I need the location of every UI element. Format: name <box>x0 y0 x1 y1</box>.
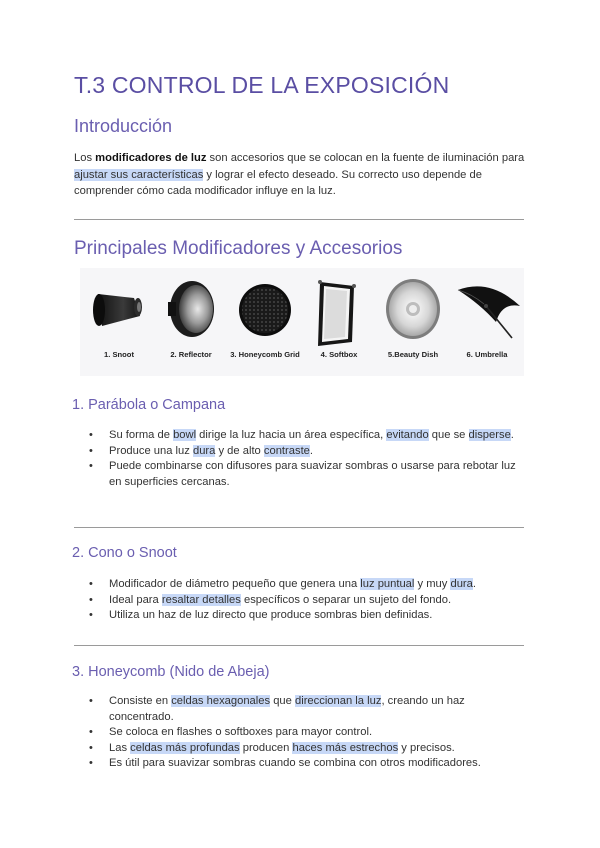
highlight: celdas hexagonales <box>171 695 271 707</box>
document-title: T.3 CONTROL DE LA EXPOSICIÓN <box>74 72 450 98</box>
highlight: celdas más profundas <box>130 741 240 754</box>
snoot-image <box>82 276 156 346</box>
modifiers-figure <box>80 268 524 376</box>
caption-softbox: 4. Softbox <box>320 350 358 359</box>
reflector-image <box>154 276 228 346</box>
beauty-dish-image <box>376 276 450 346</box>
list-item: • Utiliza un haz de luz directo que produce sombras bien definidas. <box>86 608 531 624</box>
umbrella-image <box>450 276 524 346</box>
highlight: evitando <box>386 429 429 441</box>
list-item: • Puede combinarse con difusores para suavizar sombras o usarse para rebotar luz en superficies cercanas. <box>86 459 531 490</box>
softbox-image <box>302 276 376 346</box>
section-1-heading: 1. Parábola o Campana <box>72 397 226 413</box>
intro-bold-term: modificadores de luz <box>95 152 207 164</box>
highlight: disperse <box>468 429 511 441</box>
text: Su forma de <box>109 429 174 441</box>
intro-highlight: ajustar sus características <box>74 168 204 181</box>
text: . <box>309 444 314 457</box>
reflector-item <box>154 268 228 376</box>
caption-honeycomb: 3. Honeycomb Grid <box>230 350 300 359</box>
caption-reflector: 2. Reflector <box>170 350 212 359</box>
softbox-item <box>302 268 376 376</box>
highlight: haces más estrechos <box>292 741 399 754</box>
caption-beauty-dish: 5.Beauty Dish <box>387 350 439 359</box>
intro-text-2: son accesorios que se colocan en la fuente de iluminación para <box>206 152 525 164</box>
divider <box>74 527 524 528</box>
section-1-list <box>86 428 531 490</box>
text: dirige la luz hacia un área específica, <box>196 429 387 441</box>
caption-snoot: 1. Snoot <box>104 350 134 359</box>
divider <box>74 219 524 220</box>
list-item <box>86 577 531 593</box>
list-item: • Se coloca en flashes o softboxes para mayor control. <box>86 725 531 741</box>
highlight: contraste <box>263 444 310 457</box>
text: y de alto <box>215 444 264 457</box>
honeycomb-item <box>228 268 302 376</box>
beauty-dish-item <box>376 268 450 376</box>
text: producen <box>239 741 293 754</box>
intro-paragraph <box>74 150 534 200</box>
text: Modificador de diámetro pequeño que genera una <box>109 578 361 590</box>
text: que se <box>428 429 469 441</box>
section-3-list <box>86 694 531 772</box>
highlight: resaltar detalles <box>161 593 241 606</box>
list-item: • Es útil para suavizar sombras cuando se combina con otros modificadores. <box>86 756 531 772</box>
section-2-list <box>86 577 531 624</box>
text: Las <box>109 741 131 754</box>
honeycomb-grid-image <box>228 276 302 346</box>
umbrella-item <box>450 268 524 376</box>
list-item <box>86 428 531 444</box>
snoot-item <box>82 268 156 376</box>
list-item <box>86 444 531 460</box>
intro-heading: Introducción <box>74 116 173 136</box>
text: . <box>510 429 514 441</box>
list-item <box>86 593 531 609</box>
list-item <box>86 694 531 725</box>
text: Consiste en <box>109 695 172 707</box>
highlight: luz puntual <box>360 578 415 590</box>
text: Produce una luz <box>109 444 193 457</box>
highlight: bowl <box>173 429 197 441</box>
section-2-heading: 2. Cono o Snoot <box>72 545 177 561</box>
text: que <box>270 695 295 707</box>
text: y precisos. <box>398 741 455 754</box>
highlight: dura <box>192 444 216 457</box>
divider <box>74 645 524 646</box>
intro-text-3: y lograr el efecto deseado. Su correcto uso depende de comprender cómo cada modificador influye en la luz. <box>74 168 482 197</box>
caption-umbrella: 6. Umbrella <box>466 350 508 359</box>
intro-text-1: Los <box>74 152 96 164</box>
main-heading: Principales Modificadores y Accesorios <box>74 238 403 259</box>
text: y muy <box>414 578 451 590</box>
list-item <box>86 741 531 757</box>
highlight: dura <box>450 578 473 590</box>
text: , creando un haz concentrado. <box>109 695 465 723</box>
text: Ideal para <box>109 593 162 606</box>
text: específicos o separar un sujeto del fondo. <box>240 593 452 606</box>
text: . <box>472 578 476 590</box>
section-3-heading: 3. Honeycomb (Nido de Abeja) <box>72 664 270 680</box>
highlight: direccionan la luz <box>294 695 382 707</box>
